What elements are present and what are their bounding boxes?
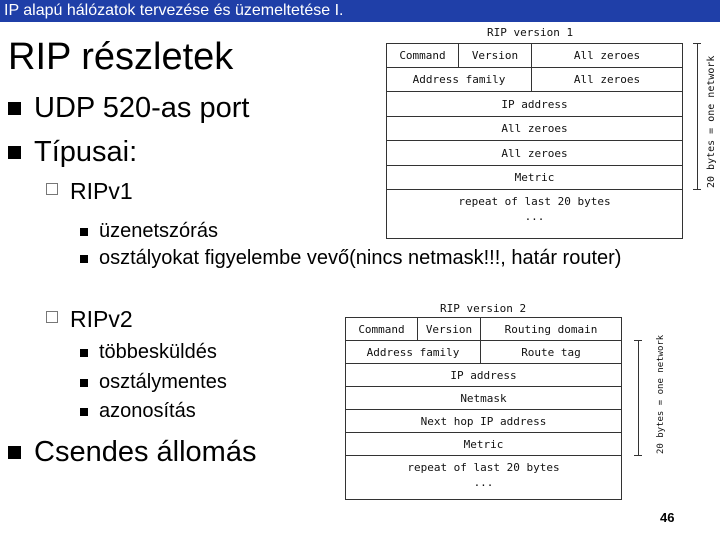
field-netmask: Netmask	[460, 391, 507, 405]
square-bullet-icon	[80, 379, 88, 387]
rip-v2-packet-table	[345, 317, 622, 500]
bracket-line	[638, 340, 639, 455]
bracket-bottom	[634, 455, 642, 456]
square-bullet-icon	[80, 228, 88, 236]
square-bullet-icon	[8, 146, 21, 159]
bullet-text: UDP 520-as port	[34, 92, 250, 124]
ellipsis: ...	[473, 476, 494, 489]
field-metric: Metric	[463, 437, 504, 451]
repeat-label: repeat of last 20 bytes	[407, 461, 560, 474]
field-address-family: Address family	[387, 68, 532, 91]
field-metric: Metric	[514, 171, 555, 184]
slide-header	[0, 0, 720, 22]
item-text: üzenetszórás	[99, 220, 218, 242]
bracket-line	[697, 43, 698, 189]
header-title: IP alapú hálózatok tervezése és üzemeltetése I.	[4, 2, 344, 19]
sub-bullet-text: RIPv1	[70, 178, 133, 204]
field-all-zeroes: All zeroes	[501, 146, 568, 160]
table-row	[387, 92, 682, 117]
repeat-label: repeat of last 20 bytes	[458, 195, 611, 208]
table-row	[387, 141, 682, 166]
sub-bullet-text: RIPv2	[70, 306, 133, 332]
table-row	[387, 44, 682, 68]
square-bullet-icon	[8, 102, 21, 115]
field-all-zeroes: All zeroes	[573, 73, 641, 86]
page-number: 46	[660, 510, 675, 525]
table-row	[346, 387, 621, 410]
field-version: Version	[459, 44, 532, 67]
field-ip-address: IP address	[450, 368, 517, 382]
ellipsis: ...	[524, 210, 545, 223]
field-next-hop: Next hop IP address	[420, 414, 547, 428]
table-row	[346, 456, 621, 499]
field-ip-address: IP address	[501, 97, 568, 111]
bullet-text: Típusai:	[34, 136, 138, 168]
table-row	[346, 410, 621, 433]
table-row	[387, 190, 682, 238]
square-bullet-icon	[80, 349, 88, 357]
diagram-title: RIP version 2	[440, 302, 527, 315]
side-label: 20 bytes = one network	[656, 334, 666, 454]
hollow-square-bullet-icon	[46, 183, 58, 195]
bullet-text: Csendes állomás	[34, 436, 257, 468]
item-text: többesküldés	[99, 341, 217, 363]
table-row	[387, 68, 682, 92]
item-text: osztályokat figyelembe vevő(nincs netmask!!!, határ router)	[99, 247, 622, 269]
field-version: Version	[418, 318, 481, 340]
item-text: osztálymentes	[99, 371, 227, 393]
field-all-zeroes: All zeroes	[573, 49, 641, 62]
table-row	[346, 433, 621, 456]
slide-title: RIP részletek	[8, 36, 234, 78]
field-route-tag: Route tag	[521, 345, 581, 359]
table-row	[346, 364, 621, 387]
table-row	[346, 318, 621, 341]
table-row	[387, 166, 682, 190]
field-command: Command	[387, 44, 459, 67]
square-bullet-icon	[80, 408, 88, 416]
hollow-square-bullet-icon	[46, 311, 58, 323]
square-bullet-icon	[8, 446, 21, 459]
square-bullet-icon	[80, 255, 88, 263]
field-all-zeroes: All zeroes	[501, 122, 568, 135]
field-address-family: Address family	[346, 341, 481, 363]
item-text: azonosítás	[99, 400, 196, 422]
bracket-bottom	[693, 189, 701, 190]
side-label: 20 bytes = one network	[706, 55, 717, 188]
table-row	[346, 341, 621, 364]
field-routing-domain: Routing domain	[504, 322, 598, 336]
field-command: Command	[346, 318, 418, 340]
table-row	[387, 117, 682, 141]
diagram-title: RIP version 1	[487, 26, 574, 39]
rip-v1-packet-table	[386, 43, 683, 239]
